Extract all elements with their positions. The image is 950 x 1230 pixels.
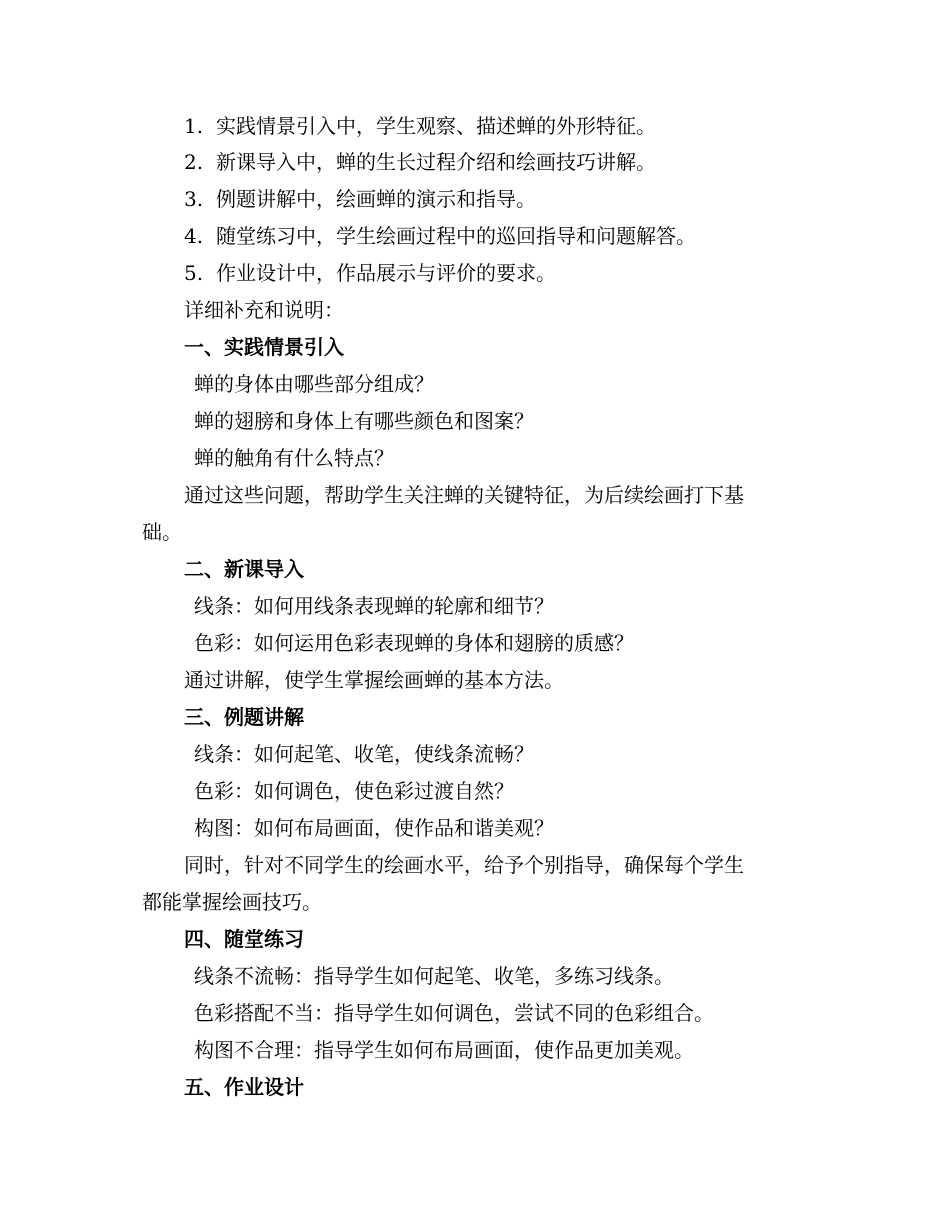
question-item: 蝉的身体由哪些部分组成？ — [194, 372, 434, 396]
question-item: 线条不流畅：指导学生如何起笔、收笔，多练习线条。 — [194, 964, 674, 988]
question-item: 色彩：如何运用色彩表现蝉的身体和翅膀的质感？ — [194, 631, 634, 655]
section-heading: 五、作业设计 — [184, 1075, 304, 1099]
paragraph-line: 通过这些问题，帮助学生关注蝉的关键特征，为后续绘画打下基 — [184, 483, 744, 507]
list-number: 1. — [184, 114, 204, 138]
question-item: 线条：如何起笔、收笔，使线条流畅？ — [194, 742, 534, 766]
list-number: 4. — [184, 224, 204, 248]
list-number: 2. — [184, 150, 204, 174]
list-text: 作业设计中，作品展示与评价的要求。 — [216, 261, 556, 285]
question-item: 构图：如何布局画面，使作品和谐美观？ — [194, 816, 554, 840]
paragraph-line: 都能掌握绘画技巧。 — [142, 890, 322, 914]
question-item: 线条：如何用线条表现蝉的轮廓和细节？ — [194, 594, 554, 618]
question-item: 构图不合理：指导学生如何布局画面，使作品更加美观。 — [194, 1038, 694, 1062]
paragraph-line: 通过讲解，使学生掌握绘画蝉的基本方法。 — [184, 668, 564, 692]
list-text: 随堂练习中，学生绘画过程中的巡回指导和问题解答。 — [216, 224, 696, 248]
list-item — [142, 186, 808, 212]
list-item — [142, 113, 808, 139]
list-item — [142, 223, 808, 249]
question-item: 蝉的触角有什么特点？ — [194, 446, 394, 470]
list-text: 新课导入中，蝉的生长过程介绍和绘画技巧讲解。 — [216, 150, 656, 174]
section-heading: 三、例题讲解 — [184, 705, 304, 729]
list-number: 3. — [184, 187, 204, 211]
list-item — [142, 260, 808, 286]
list-number: 5. — [184, 261, 204, 285]
list-text: 实践情景引入中，学生观察、描述蝉的外形特征。 — [216, 114, 656, 138]
supplement-label: 详细补充和说明： — [184, 298, 344, 322]
question-item: 色彩：如何调色，使色彩过渡自然？ — [194, 779, 514, 803]
question-item: 蝉的翅膀和身体上有哪些颜色和图案？ — [194, 409, 534, 433]
section-heading: 四、随堂练习 — [184, 927, 304, 951]
question-item: 色彩搭配不当：指导学生如何调色，尝试不同的色彩组合。 — [194, 1001, 714, 1025]
paragraph-line: 同时，针对不同学生的绘画水平，给予个别指导，确保每个学生 — [184, 853, 744, 877]
list-item — [142, 149, 808, 175]
section-heading: 二、新课导入 — [184, 557, 304, 581]
list-text: 例题讲解中，绘画蝉的演示和指导。 — [216, 187, 536, 211]
paragraph-line: 础。 — [142, 520, 182, 544]
section-heading: 一、实践情景引入 — [184, 335, 344, 359]
